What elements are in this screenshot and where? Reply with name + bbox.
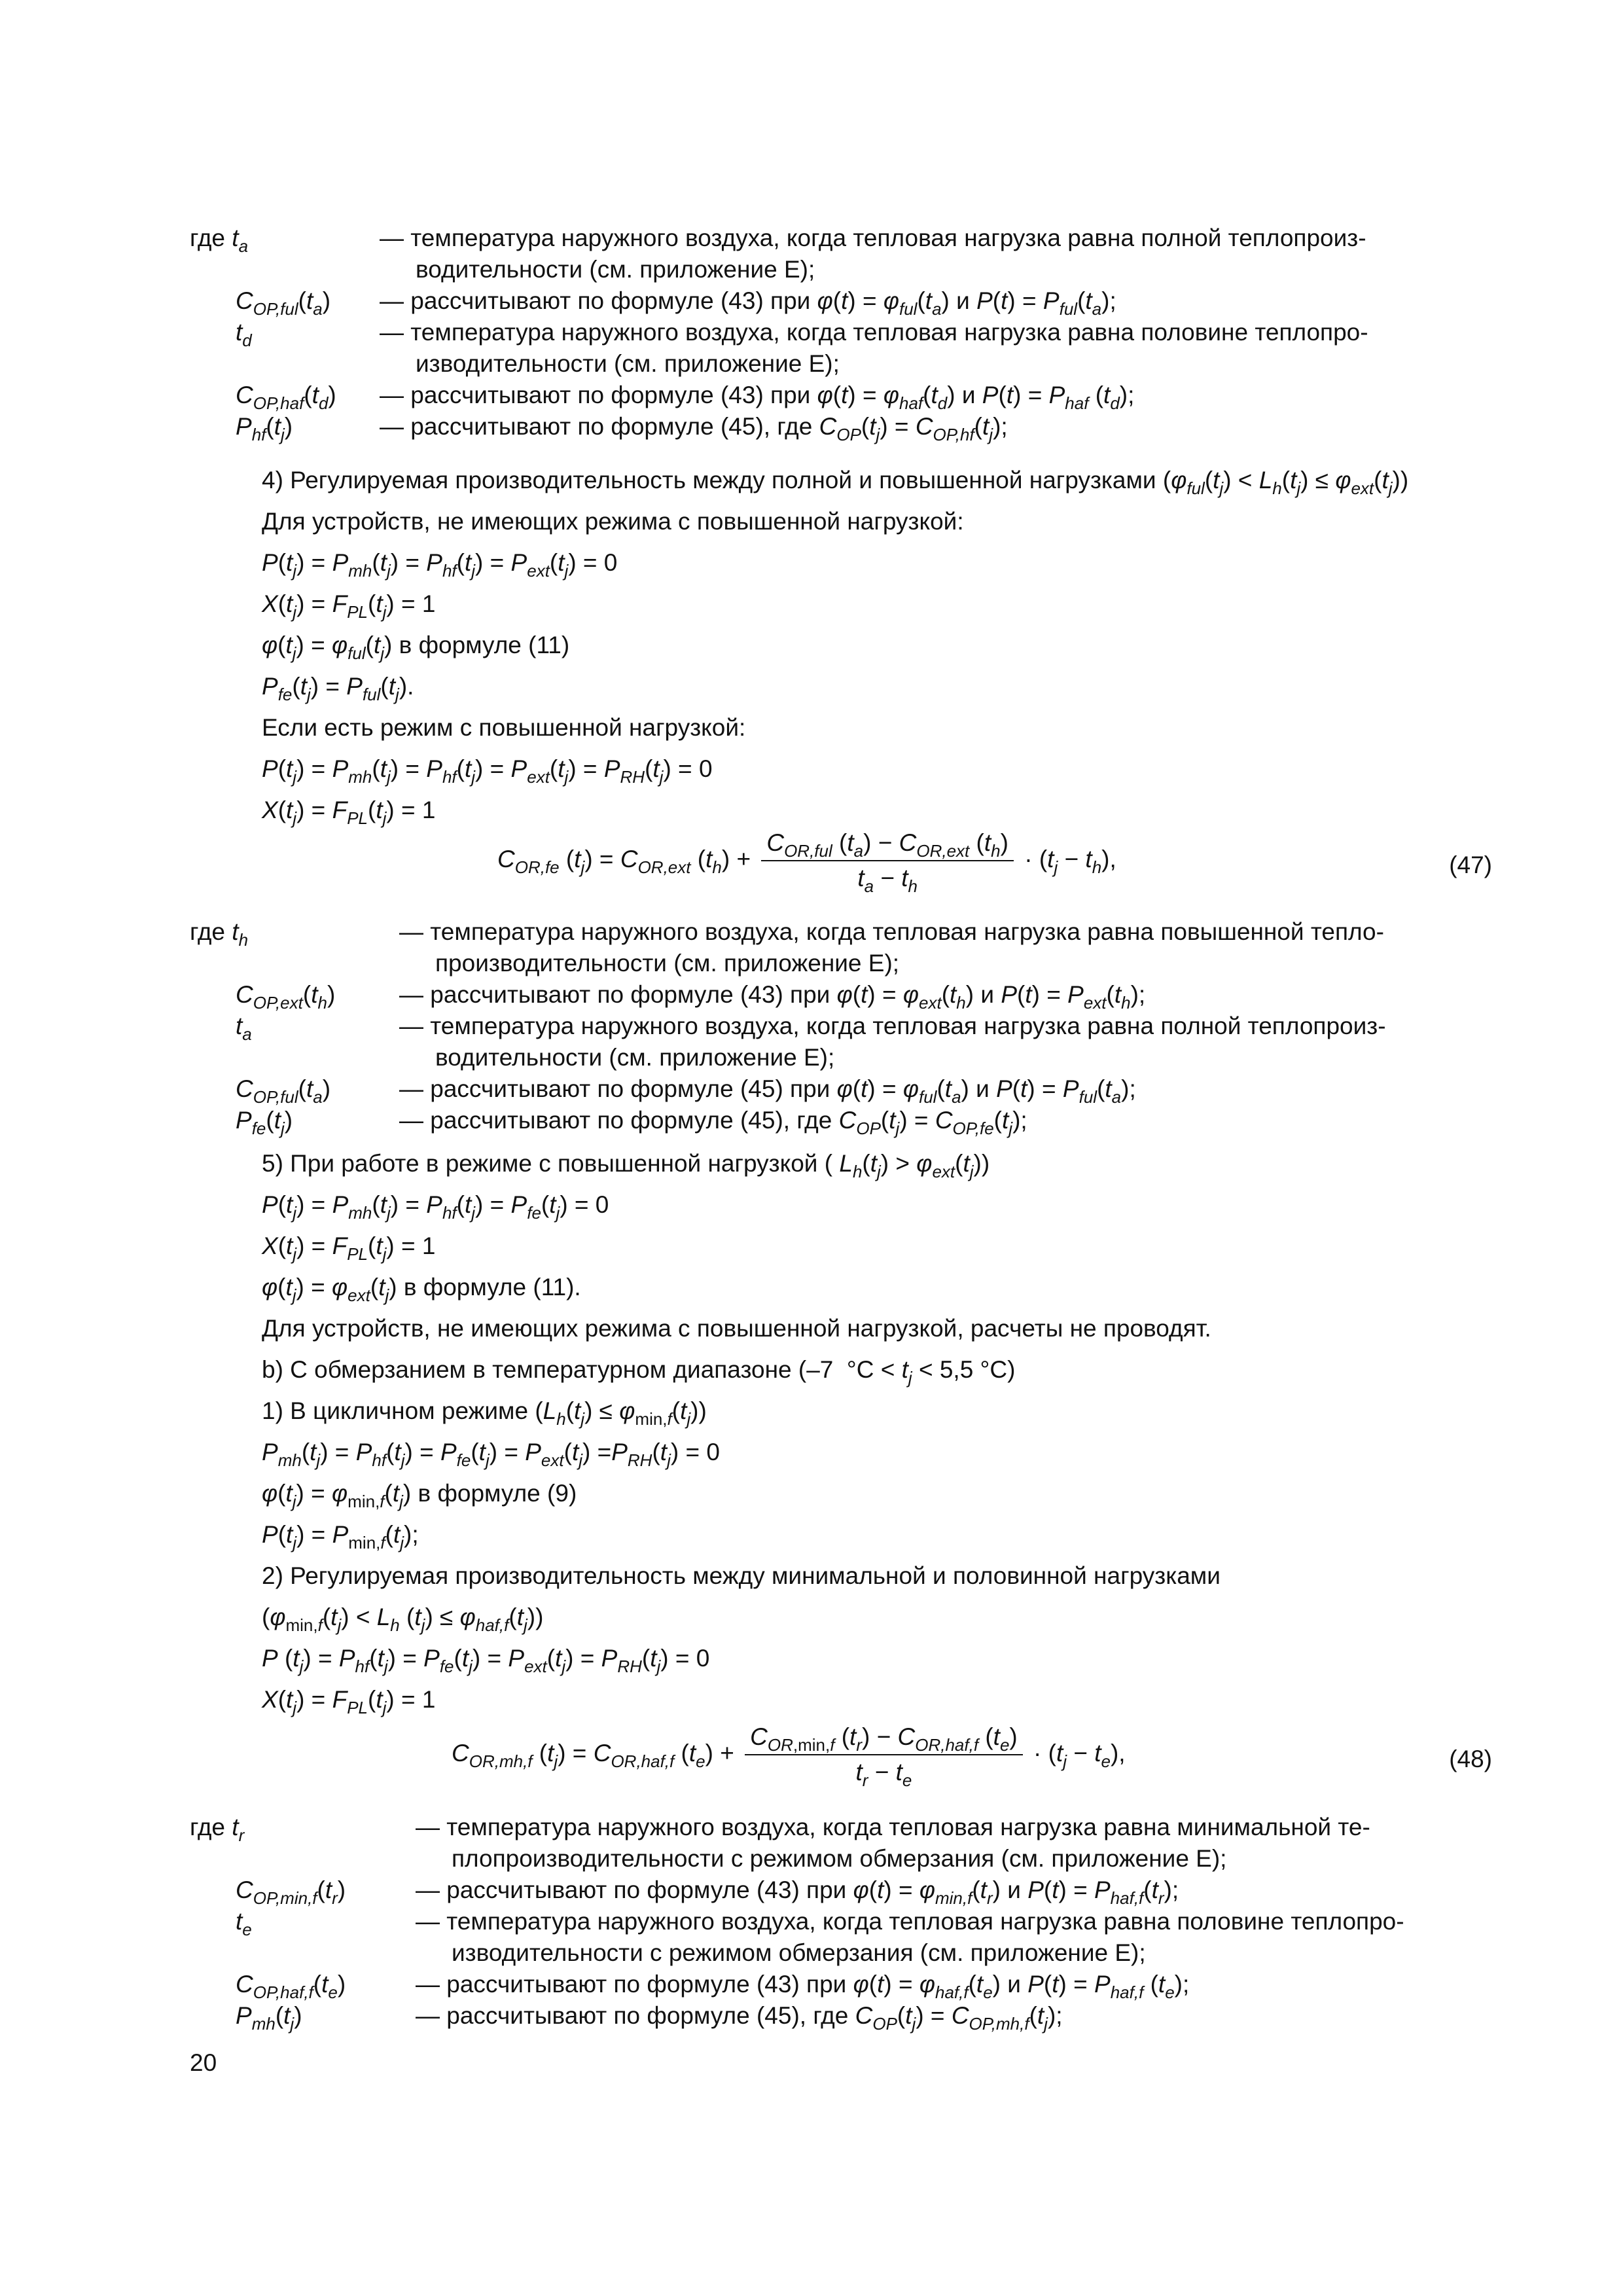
definition-symbol: $t_a$ [236, 1013, 252, 1044]
definition-text: — рассчитывают по формуле (43) при $\varphi(t) = \varphi_{haf,f}(t_e)$ и $P(t) = P_{haf,f}$ $(t_e)$; [416, 1971, 1190, 2002]
definition-row [190, 411, 1508, 442]
formula-line: $X(t_j) = F_{PL}(t_j) = 1$ [262, 797, 436, 828]
definition-row [190, 1011, 1508, 1073]
formula-line: P $(t_j) = P_{hf}(t_j) = P_{fe}(t_j) = P_{ext}(t_j) = P_{RH}(t_j) = 0$ [262, 1645, 710, 1676]
definition-row [190, 916, 1508, 979]
fraction [761, 826, 1014, 895]
definitions-block-2 [190, 916, 1508, 1136]
definitions-block-1 [190, 223, 1508, 442]
equation-body: $C_{OR,mh,f}$ $(t_j) = C_{OR,haf,f}$ $(t_e)$ + $\frac{C_{OR,min,f} (t_r) - C_{OR,haf,f} (t_e)}{t_r - t_e}$ · $(t_j - t_e)$, [452, 1720, 1126, 1789]
fraction-denominator: $t_a - t_h$ [857, 865, 918, 896]
definition-text: — рассчитывают по формуле (45), где $C_{OP}(t_j) = C_{OP,mh,f}(t_j)$; [416, 2002, 1063, 2034]
fraction-numerator: $C_{OR,ful}$ $(t_a) - C_{OR,ext}$ $(t_h)$ [761, 826, 1014, 861]
definition-symbol: $C_{OP,haf}(t_d)$ [236, 382, 336, 413]
definition-symbol: $C_{OP,haf,f}(t_e)$ [236, 1971, 346, 2002]
definition-text: — температура наружного воздуха, когда тепловая нагрузка равна минимальной те- плопроизводительности с режимом обмерзания (см. приложение E); [416, 1814, 1370, 1872]
fraction-numerator: $C_{OR,min,f}$ $(t_r) - C_{OR,haf,f}$ $(t_e)$ [745, 1720, 1023, 1755]
formula-line: ($\varphi_{min,f}(t_j) < L_h$ $(t_j) \le \varphi_{haf,f}(t_j)$) [262, 1604, 544, 1635]
definition-text: — рассчитывают по формуле (43) при $\varphi(t) = \varphi_{haf}(t_d)$ и $P(t) = P_{haf}$ $(t_d)$; [380, 382, 1135, 413]
definition-row [190, 1073, 1508, 1105]
definition-row [190, 1906, 1508, 1969]
definition-row [190, 979, 1508, 1011]
formula-line: $P(t_j) = P_{mh}(t_j) = P_{hf}(t_j) = P_{ext}(t_j) = 0$ [262, 549, 618, 581]
formula-line: $X(t_j) = F_{PL}(t_j) = 1$ [262, 590, 436, 622]
paragraph: 4) Регулируемая производительность между полной и повышенной нагрузками $(\varphi_{ful}(t_j) < L_h(t_j) \le \varphi_{ext}(t_j))$ [262, 467, 1409, 498]
definition-symbol: где $t_a$ [190, 224, 249, 256]
definition-symbol: $C_{OP,ful}(t_a)$ [236, 1075, 331, 1107]
definition-text: — рассчитывают по формуле (45) при $\varphi(t) = \varphi_{ful}(t_a)$ и $P(t) = P_{ful}(t_a)$; [399, 1075, 1136, 1107]
formula-line: $\varphi(t_j) = \varphi_{ful}(t_j)$ в формуле (11) [262, 632, 570, 663]
formula-line: $P(t_j) = P_{mh}(t_j) = P_{hf}(t_j) = P_{ext}(t_j) = P_{RH}(t_j) = 0$ [262, 755, 713, 787]
equation-47 [0, 826, 1623, 911]
definition-row [190, 2000, 1508, 2032]
formula-line: $P_{fe}(t_j) = P_{ful}(t_j)$. [262, 673, 414, 704]
definition-symbol: $P_{mh}(t_j)$ [236, 2002, 302, 2034]
page-number: 20 [190, 2049, 217, 2076]
definition-symbol: где $t_h$ [190, 918, 249, 950]
formula-line: $P(t_j) = P_{mh}(t_j) = P_{hf}(t_j) = P_{fe}(t_j) = 0$ [262, 1191, 609, 1223]
definition-row [190, 1969, 1508, 2000]
definition-text: — температура наружного воздуха, когда тепловая нагрузка равна полной теплопроиз- водительности (см. приложение E); [399, 1013, 1386, 1071]
formula-line: $P_{mh}(t_j) = P_{hf}(t_j) = P_{fe}(t_j) = P_{ext}(t_j) =P_{RH}(t_j) = 0$ [262, 1439, 720, 1470]
formula-line: $X(t_j) = F_{PL}(t_j) = 1$ [262, 1686, 436, 1717]
equation-number: (47) [1449, 852, 1492, 878]
paragraph: 5) При работе в режиме с повышенной нагрузкой ( $L_h(t_j) > \varphi_{ext}(t_j)$) [262, 1150, 990, 1181]
paragraph: 2) Регулируемая производительность между минимальной и половинной нагрузками [262, 1562, 1221, 1589]
definition-row [190, 1874, 1508, 1906]
fraction-denominator: $t_r - t_e$ [855, 1759, 912, 1790]
equation-body: $C_{OR,fe}$ $(t_j) = C_{OR,ext}$ $(t_h)$ + $\frac{C_{OR,ful} (t_a) - C_{OR,ext} (t_h)}{t_a - t_h}$ · $(t_j - t_h)$, [497, 826, 1116, 895]
definition-text: — температура наружного воздуха, когда тепловая нагрузка равна полной теплопроиз- водительности (см. приложение E); [380, 224, 1366, 283]
definition-text: — рассчитывают по формуле (45), где $C_{OP}(t_j) = C_{OP,fe}(t_j)$; [399, 1107, 1027, 1138]
formula-line: $P(t_j) = P_{min,f}(t_j)$; [262, 1521, 419, 1552]
definition-symbol: $t_d$ [236, 319, 252, 350]
definition-symbol: $P_{hf}(t_j)$ [236, 413, 293, 444]
definition-row [190, 1812, 1508, 1874]
definition-symbol: $C_{OP,ext}(t_h)$ [236, 981, 336, 1013]
definition-row [190, 285, 1508, 317]
paragraph: Для устройств, не имеющих режима с повышенной нагрузкой: [262, 508, 964, 535]
formula-line: $X(t_j) = F_{PL}(t_j) = 1$ [262, 1232, 436, 1264]
paragraph: b) С обмерзанием в температурном диапазоне (–7 $^\circ C < t_j < 5,5$ °C) [262, 1356, 1016, 1388]
definition-text: — температура наружного воздуха, когда тепловая нагрузка равна половине теплопро- изводительности с режимом обмерзания (см. приложение E); [416, 1908, 1404, 1966]
paragraph: 1) В цикличном режиме $(L_h(t_j) \le \varphi_{min,f}(t_j))$ [262, 1397, 707, 1429]
definition-symbol: $C_{OP,ful}(t_a)$ [236, 287, 331, 319]
definitions-block-3 [190, 1812, 1508, 2032]
definition-symbol: $t_e$ [236, 1908, 252, 1939]
definition-symbol: $C_{OP,min,f}(t_r)$ [236, 1876, 346, 1908]
definition-text: — температура наружного воздуха, когда тепловая нагрузка равна половине теплопро- изводительности (см. приложение E); [380, 319, 1368, 377]
formula-line: $\varphi(t_j) = \varphi_{ext}(t_j)$ в формуле (11). [262, 1274, 581, 1305]
paragraph: Если есть режим с повышенной нагрузкой: [262, 714, 746, 741]
definition-symbol: $P_{fe}(t_j)$ [236, 1107, 293, 1138]
definition-row [190, 380, 1508, 411]
formula-line: $\varphi(t_j) = \varphi_{min,f}(t_j)$ в формуле (9) [262, 1480, 577, 1511]
equation-48 [0, 1720, 1623, 1805]
text-block-2 [262, 1143, 1505, 1720]
equation-number: (48) [1449, 1746, 1492, 1772]
definition-text: — рассчитывают по формуле (43) при $\varphi(t) = \varphi_{ful}(t_a)$ и $P(t) = P_{ful}(t_a)$; [380, 287, 1116, 319]
definition-row [190, 223, 1508, 285]
definition-text: — рассчитывают по формуле (45), где $C_{OP}(t_j) = C_{OP,hf}(t_j)$; [380, 413, 1008, 444]
definition-text: — температура наружного воздуха, когда тепловая нагрузка равна повышенной тепло- производительности (см. приложение E); [399, 918, 1384, 977]
definition-row [190, 317, 1508, 380]
definition-text: — рассчитывают по формуле (43) при $\varphi(t) = \varphi_{ext}(t_h)$ и $P(t) = P_{ext}(t_h)$; [399, 981, 1146, 1013]
fraction [745, 1720, 1023, 1789]
definition-text: — рассчитывают по формуле (43) при $\varphi(t) = \varphi_{min,f}(t_r)$ и $P(t) = P_{haf,f}(t_r)$; [416, 1876, 1179, 1908]
definition-row [190, 1105, 1508, 1136]
paragraph: Для устройств, не имеющих режима с повышенной нагрузкой, расчеты не проводят. [262, 1315, 1211, 1342]
definition-symbol: где $t_r$ [190, 1814, 245, 1845]
text-block-1 [262, 459, 1505, 831]
